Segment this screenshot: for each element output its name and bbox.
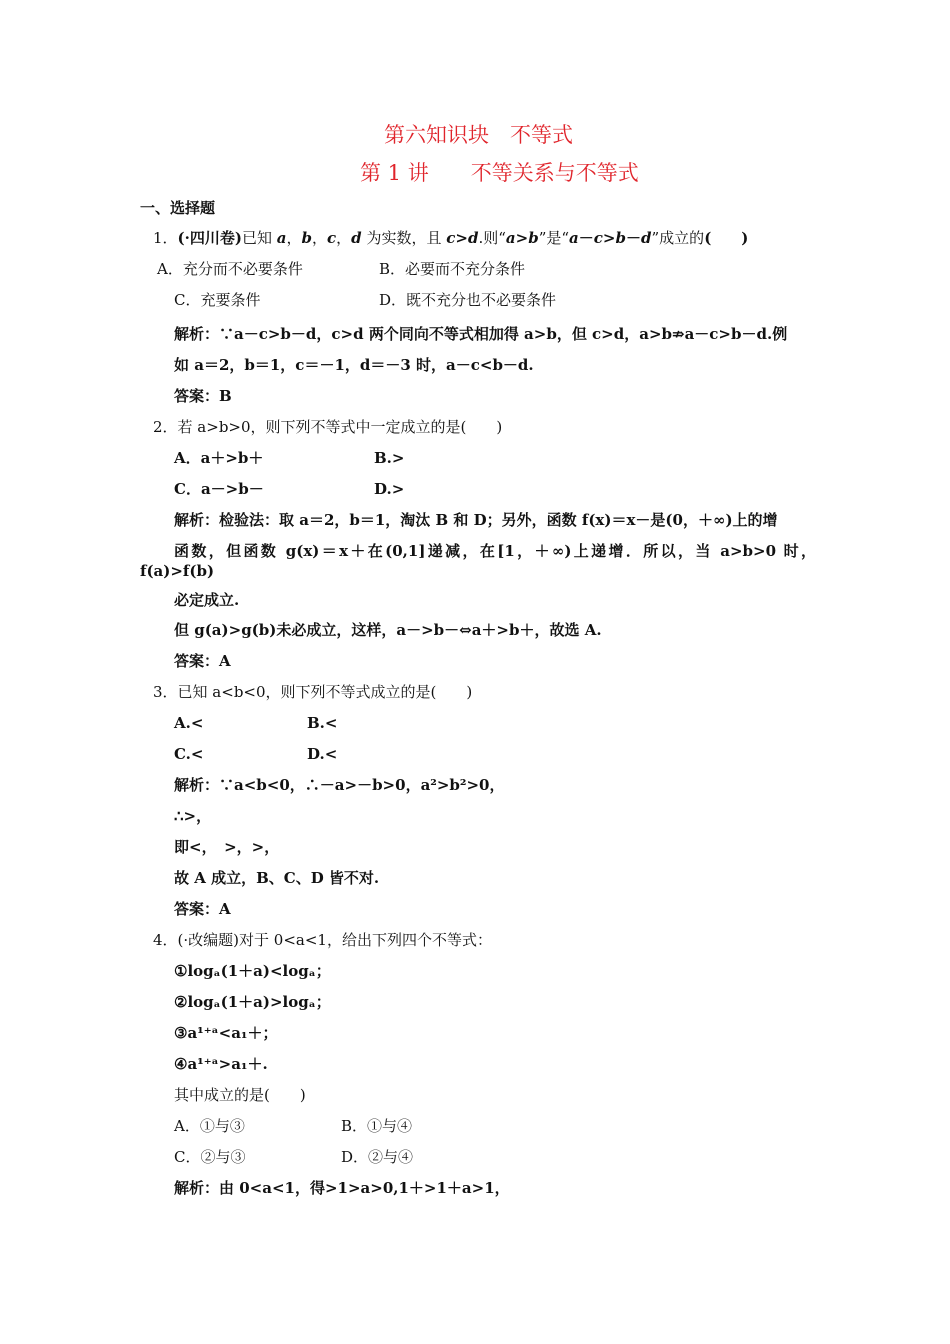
q3-analysis-line3: 即<， >，>， bbox=[174, 838, 280, 856]
q2-option-d: D.> bbox=[374, 480, 405, 498]
q4-inequality-4: ④a¹⁺ᵃ>a₁＋. bbox=[174, 1055, 268, 1073]
q1-analysis-text: ∵a－c>b－d，c>d 两个同向不等式相加得 a>b，但 c>d，a>b⇏a－c>b－d.例 bbox=[219, 325, 788, 343]
q1-stem: 1．(·四川卷)已知 a，b，c，d 为实数，且 c>d.则“a>b”是“a－c>b－d”成立的( ) bbox=[153, 229, 749, 247]
q2-option-a: A．a＋>b＋ bbox=[174, 449, 264, 467]
q1-answer: 答案：B bbox=[174, 387, 232, 405]
q3-stem: 3．已知 a<b<0，则下列不等式成立的是( ) bbox=[153, 683, 473, 701]
q4-inequality-3: ③a¹⁺ᵃ<a₁＋； bbox=[174, 1024, 278, 1042]
q1-num: 1． bbox=[153, 229, 178, 247]
q1-option-b: B．必要而不充分条件 bbox=[379, 260, 526, 278]
q2-stem: 2．若 a>b>0，则下列不等式中一定成立的是( ) bbox=[153, 418, 503, 436]
q1-analysis-line2: 如 a＝2，b＝1，c＝－1，d＝－3 时，a－c<b－d. bbox=[174, 356, 534, 374]
q3-option-b: B.< bbox=[307, 714, 338, 732]
q4-option-c: C．②与③ bbox=[174, 1148, 246, 1166]
q4-analysis-line1: 解析：由 0<a<1，得>1>a>0,1＋>1＋a>1， bbox=[174, 1179, 510, 1197]
q2-option-c: C．a－>b－ bbox=[174, 480, 264, 498]
q2-analysis-line4: 必定成立. bbox=[174, 591, 240, 609]
q3-analysis-line4: 故 A 成立，B、C、D 皆不对. bbox=[174, 869, 380, 887]
q1-option-c: C．充要条件 bbox=[174, 291, 261, 309]
q1-text: 为实数，且 bbox=[361, 229, 447, 247]
q3-option-a: A.< bbox=[174, 714, 204, 732]
title-line1: 第六知识块 不等式 bbox=[384, 123, 573, 147]
q1-paren: ( ) bbox=[704, 229, 749, 247]
q2-analysis-line1: 解析：检验法：取 a＝2，b＝1，淘汰 B 和 D；另外，函数 f(x)＝x－是(0，＋∞)上的增 bbox=[174, 511, 778, 529]
q1-option-d: D．既不充分也不必要条件 bbox=[379, 291, 557, 309]
q4-option-d: D．②与④ bbox=[341, 1148, 414, 1166]
q1-option-a: A．充分而不必要条件 bbox=[157, 260, 303, 278]
q4-question: 其中成立的是( ) bbox=[174, 1086, 306, 1104]
q1-text: .则“ bbox=[478, 229, 506, 247]
q1-analysis-label: 解析： bbox=[174, 325, 220, 343]
q1-text: ”是“ bbox=[538, 229, 570, 247]
q3-analysis-line1: 解析：∵a<b<0，∴－a>－b>0，a²>b²>0， bbox=[174, 776, 505, 794]
q4-option-a: A．①与③ bbox=[174, 1117, 245, 1135]
q3-option-c: C.< bbox=[174, 745, 204, 763]
q2-analysis-line2: 函数，但函数 g(x)＝x＋在(0,1]递减，在[1，＋∞)上递增．所以，当 a>b>0 时， bbox=[174, 542, 816, 560]
q4-inequality-2: ②logₐ(1＋a)>logₐ； bbox=[174, 993, 331, 1011]
q4-stem: 4．(·改编题)对于 0<a<1，给出下列四个不等式： bbox=[153, 931, 492, 949]
q2-option-b: B.> bbox=[374, 449, 405, 467]
q2-analysis-line5: 但 g(a)>g(b)未必成立，这样，a－>b－⇔a＋>b＋，故选 A. bbox=[174, 621, 602, 639]
q1-tag: (·四川卷) bbox=[177, 229, 242, 247]
q1-text: 已知 bbox=[241, 229, 277, 247]
q2-analysis-line3: f(a)>f(b) bbox=[140, 562, 215, 580]
section-heading: 一、选择题 bbox=[140, 199, 216, 217]
q3-analysis-line2: ∴>， bbox=[174, 807, 212, 825]
q1-analysis-line1 bbox=[174, 324, 787, 344]
q4-option-b: B．①与④ bbox=[341, 1117, 413, 1135]
title-line2: 第 1 讲 不等关系与不等式 bbox=[360, 161, 639, 185]
q3-answer: 答案：A bbox=[174, 900, 231, 918]
q4-inequality-1: ①logₐ(1＋a)<logₐ； bbox=[174, 962, 331, 980]
q2-answer: 答案：A bbox=[174, 652, 231, 670]
q1-text: ”成立的 bbox=[651, 229, 705, 247]
q3-option-d: D.< bbox=[307, 745, 338, 763]
